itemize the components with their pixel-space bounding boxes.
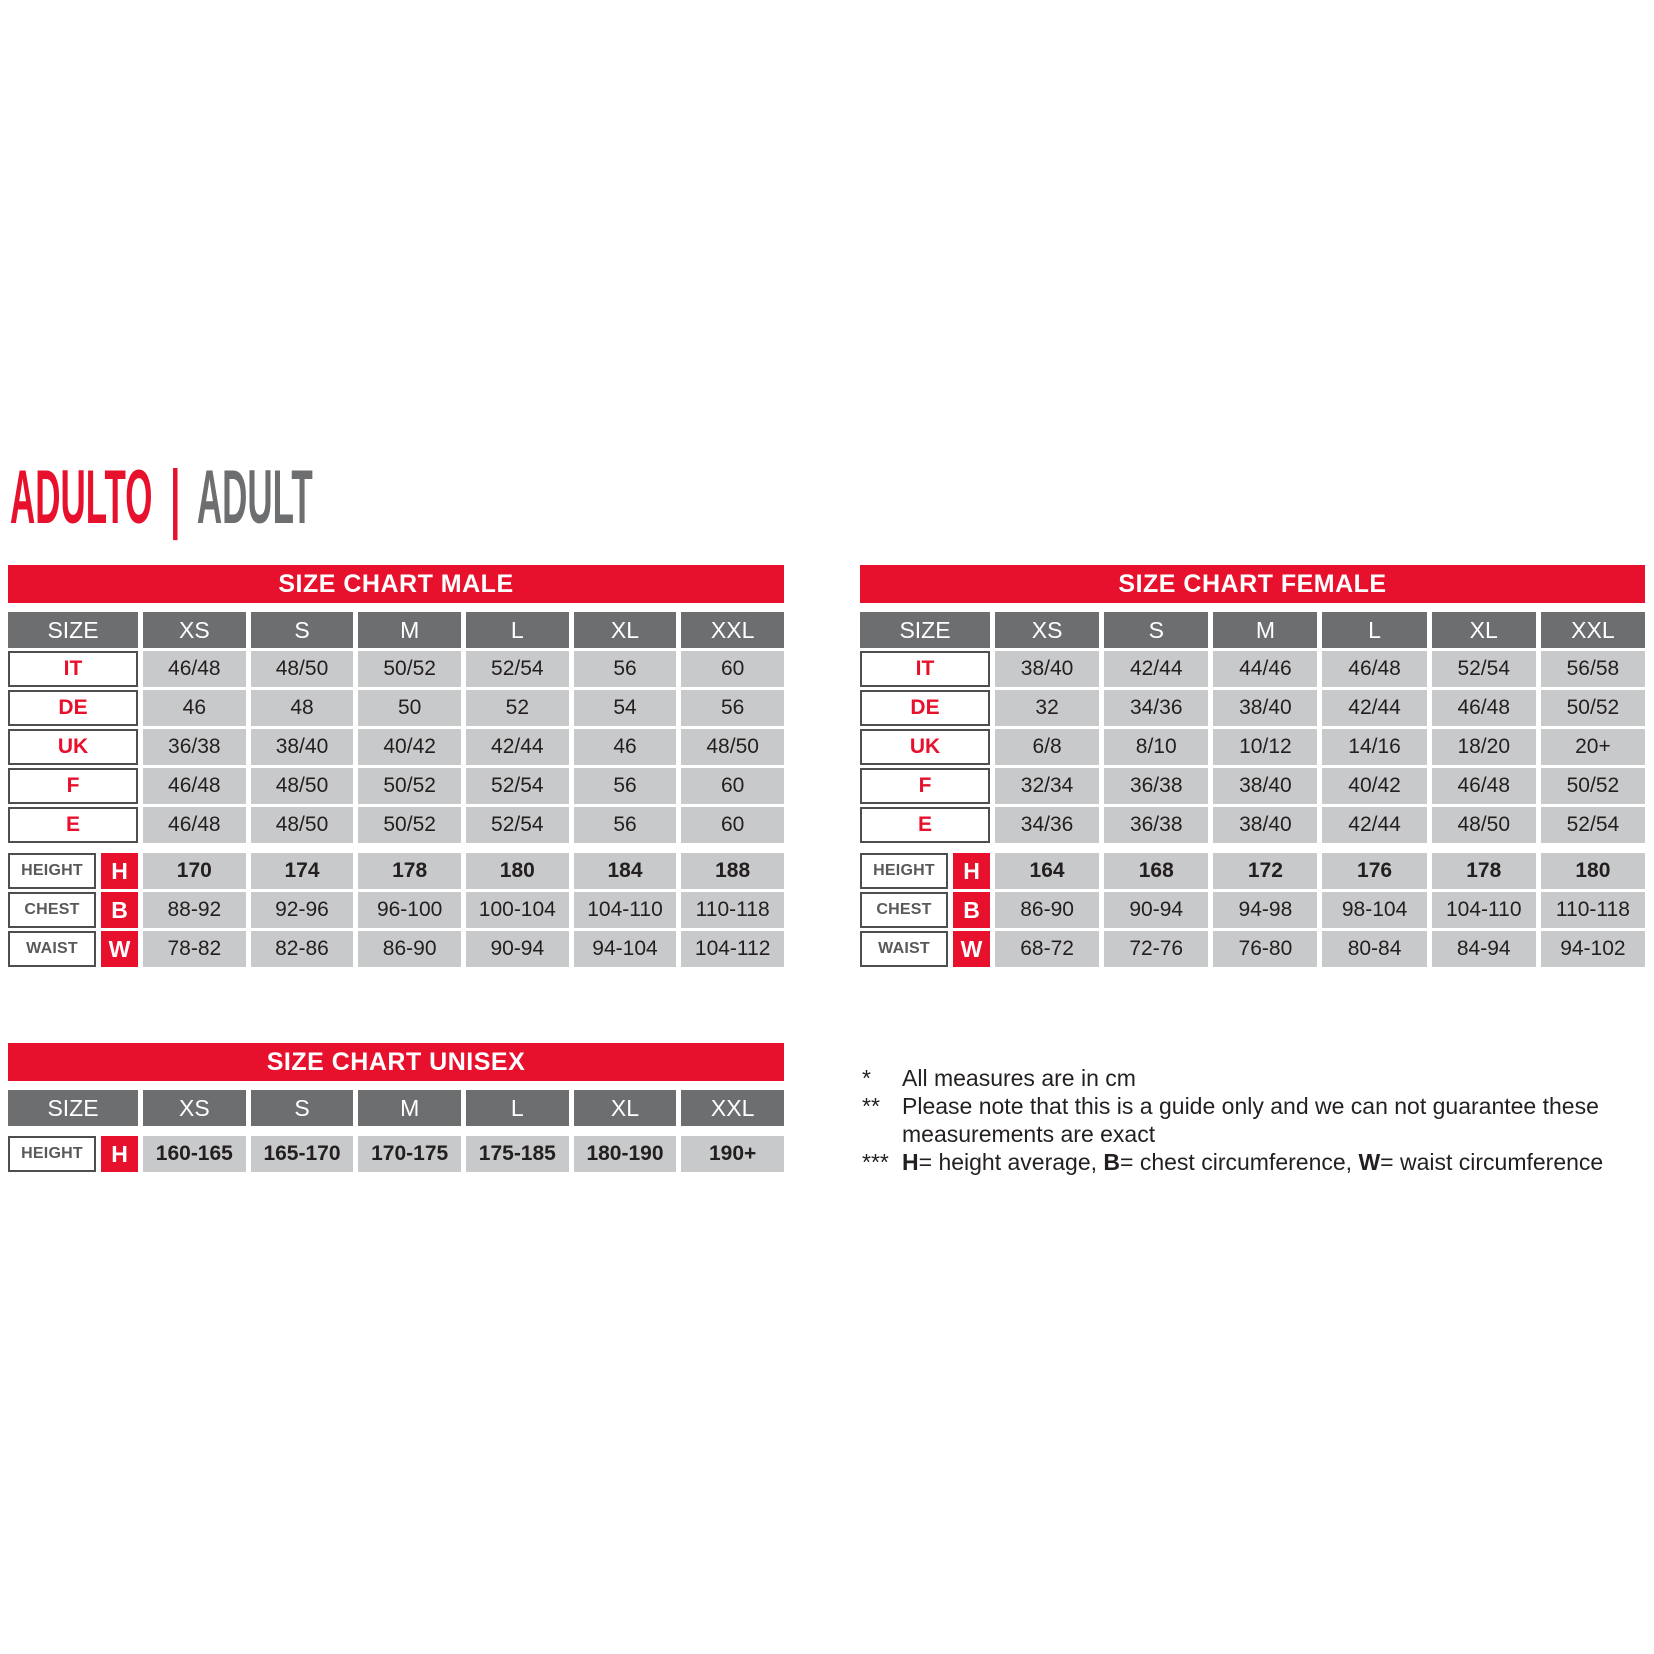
size-value-cell: 50	[358, 690, 461, 726]
measure-value-cell: 164	[995, 853, 1099, 889]
size-value-cell: 38/40	[1213, 768, 1317, 804]
size-value-cell: 46	[143, 690, 246, 726]
footnotes	[862, 1064, 1654, 1176]
size-value-cell: 46/48	[1432, 690, 1536, 726]
measure-name: CHEST	[8, 892, 96, 928]
table-title: SIZE CHART MALE	[278, 569, 514, 598]
size-value-cell: 54	[574, 690, 677, 726]
measure-value-cell: 104-112	[681, 931, 784, 967]
page-title	[10, 455, 313, 540]
size-value-cell: 46/48	[1432, 768, 1536, 804]
footnote-marker: *	[862, 1065, 871, 1091]
measure-value-cell: 94-104	[574, 931, 677, 967]
measure-value-cell: 82-86	[251, 931, 354, 967]
size-value-cell: 34/36	[1104, 690, 1208, 726]
row-label-de: DE	[8, 690, 138, 726]
footnote	[862, 1092, 1654, 1148]
measure-value-cell: 92-96	[251, 892, 354, 928]
column-header-xl: XL	[1432, 612, 1536, 648]
row-label-de: DE	[860, 690, 990, 726]
size-value-cell: 42/44	[1322, 807, 1426, 843]
size-value-cell: 56	[681, 690, 784, 726]
row-label-it: IT	[860, 651, 990, 687]
measure-value-cell: 188	[681, 853, 784, 889]
measure-value-cell: 168	[1104, 853, 1208, 889]
size-column-header: SIZE	[8, 612, 138, 648]
measures-grid	[8, 853, 784, 967]
size-value-cell: 18/20	[1432, 729, 1536, 765]
table-title: SIZE CHART UNISEX	[266, 1047, 526, 1076]
size-value-cell: 50/52	[1541, 690, 1645, 726]
measure-value-cell: 84-94	[1432, 931, 1536, 967]
footnote	[862, 1148, 1654, 1176]
measure-value-cell: 86-90	[995, 892, 1099, 928]
size-value-cell: 36/38	[1104, 807, 1208, 843]
size-value-cell: 50/52	[1541, 768, 1645, 804]
size-value-cell: 38/40	[1213, 690, 1317, 726]
measure-value-cell: 96-100	[358, 892, 461, 928]
size-value-cell: 46	[574, 729, 677, 765]
row-label-uk: UK	[8, 729, 138, 765]
column-header-l: L	[466, 1090, 569, 1126]
table-title-bar	[860, 565, 1645, 603]
measure-value-cell: 180	[466, 853, 569, 889]
table-title-bar	[8, 565, 784, 603]
measure-value-cell: 98-104	[1322, 892, 1426, 928]
size-value-cell: 48/50	[251, 651, 354, 687]
footnote-text: All measures are in cm	[902, 1065, 1136, 1091]
footnote-text: H= height average, B= chest circumference, W= waist circumference	[902, 1149, 1604, 1175]
size-value-cell: 52/54	[466, 807, 569, 843]
size-value-cell: 56	[574, 651, 677, 687]
column-header-l: L	[1322, 612, 1426, 648]
measure-value-cell: 160-165	[143, 1136, 246, 1172]
column-header-xl: XL	[574, 1090, 677, 1126]
measure-name: HEIGHT	[8, 1136, 96, 1172]
size-value-cell: 48/50	[251, 807, 354, 843]
column-header-s: S	[1104, 612, 1208, 648]
measure-key-w: W	[953, 931, 990, 967]
measure-key-h: H	[953, 853, 990, 889]
measure-value-cell: 175-185	[466, 1136, 569, 1172]
column-header-l: L	[466, 612, 569, 648]
measures-grid	[8, 1136, 784, 1172]
size-value-cell: 46/48	[143, 807, 246, 843]
measure-value-cell: 190+	[681, 1136, 784, 1172]
size-value-cell: 32	[995, 690, 1099, 726]
size-value-cell: 46/48	[1322, 651, 1426, 687]
size-value-cell: 60	[681, 807, 784, 843]
measure-value-cell: 184	[574, 853, 677, 889]
measure-value-cell: 94-102	[1541, 931, 1645, 967]
column-header-m: M	[1213, 612, 1317, 648]
measures-grid	[860, 853, 1645, 967]
column-header-xl: XL	[574, 612, 677, 648]
measure-key-h: H	[101, 853, 138, 889]
column-header-s: S	[251, 1090, 354, 1126]
size-value-cell: 20+	[1541, 729, 1645, 765]
footnote	[862, 1064, 1654, 1092]
size-value-cell: 48/50	[681, 729, 784, 765]
size-value-cell: 36/38	[143, 729, 246, 765]
measure-value-cell: 78-82	[143, 931, 246, 967]
measure-label-chest	[860, 892, 990, 928]
size-chart-unisex-table	[8, 1043, 784, 1172]
measure-key-h: H	[101, 1136, 138, 1172]
size-value-cell: 14/16	[1322, 729, 1426, 765]
column-header-m: M	[358, 1090, 461, 1126]
size-value-cell: 52	[466, 690, 569, 726]
column-header-xs: XS	[995, 612, 1099, 648]
size-value-cell: 38/40	[251, 729, 354, 765]
footnote-marker: **	[862, 1093, 880, 1119]
measure-value-cell: 110-118	[681, 892, 784, 928]
table-title: SIZE CHART FEMALE	[1118, 569, 1387, 598]
footnote-text: Please note that this is a guide only and we can not guarantee these measurements are exact	[902, 1093, 1599, 1147]
measure-value-cell: 76-80	[1213, 931, 1317, 967]
row-label-e: E	[8, 807, 138, 843]
measure-value-cell: 72-76	[1104, 931, 1208, 967]
measure-value-cell: 94-98	[1213, 892, 1317, 928]
size-value-cell: 52/54	[1432, 651, 1536, 687]
measure-value-cell: 86-90	[358, 931, 461, 967]
measure-value-cell: 80-84	[1322, 931, 1426, 967]
measure-value-cell: 90-94	[466, 931, 569, 967]
row-label-e: E	[860, 807, 990, 843]
size-value-cell: 42/44	[1322, 690, 1426, 726]
size-value-cell: 52/54	[1541, 807, 1645, 843]
measure-name: WAIST	[860, 931, 948, 967]
size-value-cell: 8/10	[1104, 729, 1208, 765]
row-label-f: F	[8, 768, 138, 804]
measure-key-w: W	[101, 931, 138, 967]
size-value-cell: 42/44	[466, 729, 569, 765]
size-value-cell: 46/48	[143, 651, 246, 687]
footnote-marker: ***	[862, 1149, 889, 1175]
measure-value-cell: 165-170	[251, 1136, 354, 1172]
size-value-cell: 50/52	[358, 807, 461, 843]
column-header-xs: XS	[143, 1090, 246, 1126]
row-label-f: F	[860, 768, 990, 804]
measure-value-cell: 100-104	[466, 892, 569, 928]
size-value-cell: 42/44	[1104, 651, 1208, 687]
column-header-s: S	[251, 612, 354, 648]
measure-label-height	[8, 853, 138, 889]
measure-value-cell: 178	[1432, 853, 1536, 889]
measure-value-cell: 180-190	[574, 1136, 677, 1172]
measure-value-cell: 176	[1322, 853, 1426, 889]
size-value-cell: 56	[574, 807, 677, 843]
size-column-header: SIZE	[860, 612, 990, 648]
measure-value-cell: 178	[358, 853, 461, 889]
measure-name: CHEST	[860, 892, 948, 928]
size-grid	[860, 612, 1645, 843]
page-title-separator: |	[170, 455, 181, 540]
size-value-cell: 50/52	[358, 651, 461, 687]
size-value-cell: 56	[574, 768, 677, 804]
measure-value-cell: 174	[251, 853, 354, 889]
measure-value-cell: 180	[1541, 853, 1645, 889]
measure-value-cell: 104-110	[574, 892, 677, 928]
size-value-cell: 32/34	[995, 768, 1099, 804]
measure-value-cell: 104-110	[1432, 892, 1536, 928]
measure-label-chest	[8, 892, 138, 928]
measure-key-b: B	[953, 892, 990, 928]
measure-value-cell: 170-175	[358, 1136, 461, 1172]
measure-label-height	[8, 1136, 138, 1172]
size-value-cell: 6/8	[995, 729, 1099, 765]
measure-name: HEIGHT	[860, 853, 948, 889]
size-grid	[8, 1090, 784, 1126]
size-value-cell: 52/54	[466, 768, 569, 804]
size-value-cell: 38/40	[1213, 807, 1317, 843]
measure-value-cell: 172	[1213, 853, 1317, 889]
measure-name: WAIST	[8, 931, 96, 967]
measure-value-cell: 68-72	[995, 931, 1099, 967]
size-value-cell: 36/38	[1104, 768, 1208, 804]
size-grid	[8, 612, 784, 843]
size-value-cell: 40/42	[358, 729, 461, 765]
column-header-xxl: XXL	[1541, 612, 1645, 648]
size-chart-female-table	[860, 565, 1645, 967]
size-chart-male-table	[8, 565, 784, 967]
measure-label-height	[860, 853, 990, 889]
size-value-cell: 46/48	[143, 768, 246, 804]
size-value-cell: 44/46	[1213, 651, 1317, 687]
column-header-m: M	[358, 612, 461, 648]
measure-label-waist	[8, 931, 138, 967]
size-value-cell: 40/42	[1322, 768, 1426, 804]
measure-value-cell: 90-94	[1104, 892, 1208, 928]
size-value-cell: 56/58	[1541, 651, 1645, 687]
size-value-cell: 60	[681, 651, 784, 687]
measure-name: HEIGHT	[8, 853, 96, 889]
measure-value-cell: 110-118	[1541, 892, 1645, 928]
table-title-bar	[8, 1043, 784, 1081]
measure-value-cell: 88-92	[143, 892, 246, 928]
size-value-cell: 52/54	[466, 651, 569, 687]
size-value-cell: 34/36	[995, 807, 1099, 843]
row-label-it: IT	[8, 651, 138, 687]
row-label-uk: UK	[860, 729, 990, 765]
page-title-primary: ADULTO	[10, 455, 153, 540]
size-value-cell: 10/12	[1213, 729, 1317, 765]
size-value-cell: 48	[251, 690, 354, 726]
size-value-cell: 60	[681, 768, 784, 804]
page-title-secondary: ADULT	[196, 455, 313, 540]
size-value-cell: 48/50	[251, 768, 354, 804]
size-column-header: SIZE	[8, 1090, 138, 1126]
column-header-xxl: XXL	[681, 1090, 784, 1126]
size-value-cell: 50/52	[358, 768, 461, 804]
size-value-cell: 48/50	[1432, 807, 1536, 843]
measure-key-b: B	[101, 892, 138, 928]
column-header-xs: XS	[143, 612, 246, 648]
size-value-cell: 38/40	[995, 651, 1099, 687]
measure-value-cell: 170	[143, 853, 246, 889]
measure-label-waist	[860, 931, 990, 967]
column-header-xxl: XXL	[681, 612, 784, 648]
